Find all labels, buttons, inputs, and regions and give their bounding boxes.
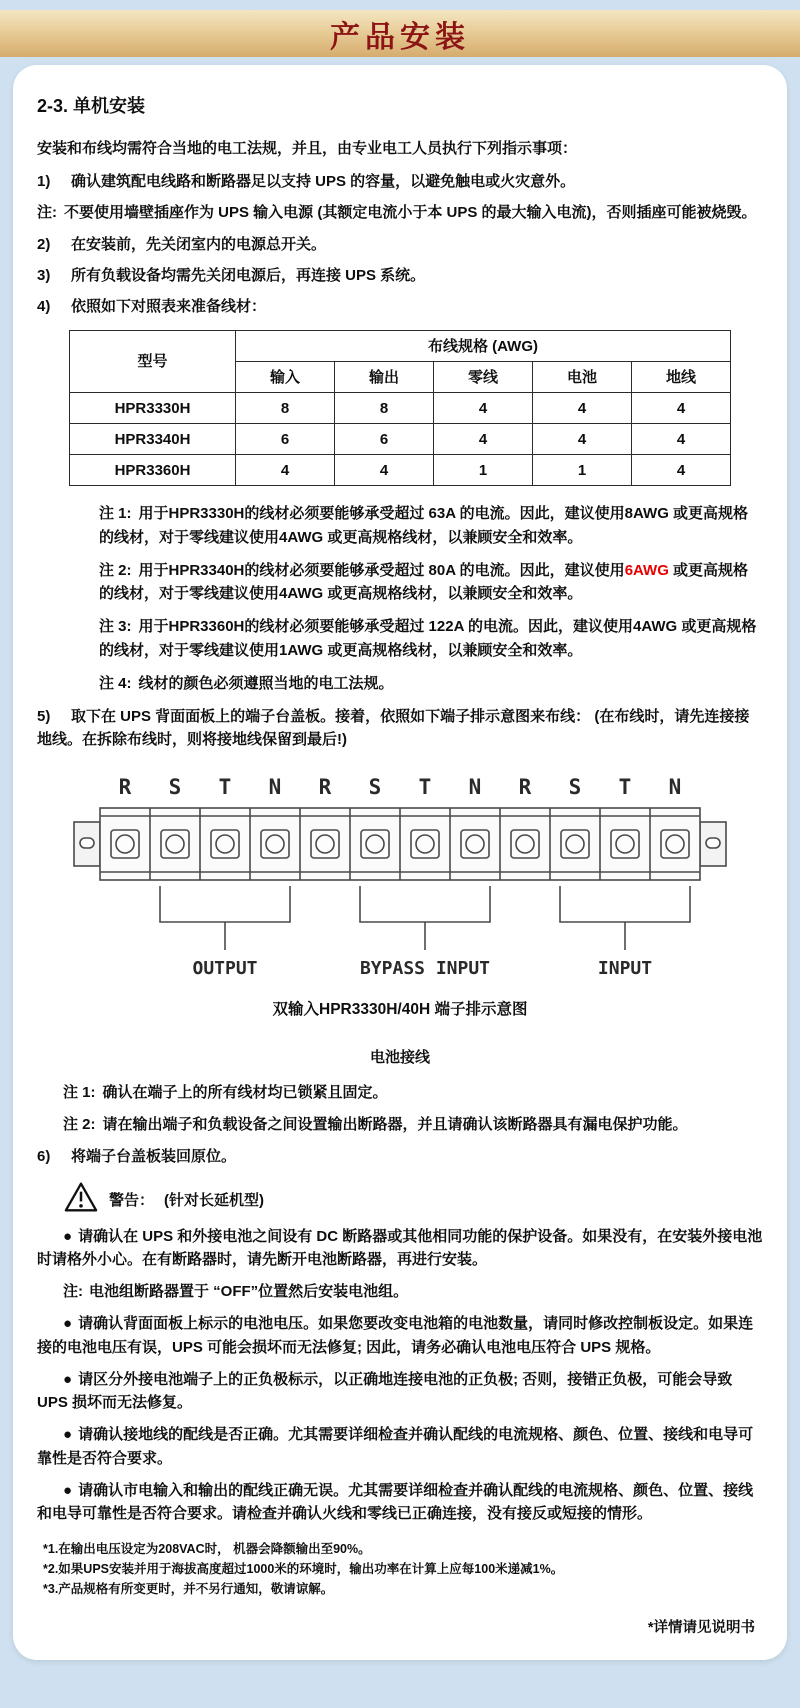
note-label: 注 2: <box>99 561 132 579</box>
note-text: 确认在端子上的所有线材均已锁紧且固定。 <box>102 1083 388 1101</box>
spec-cell: 6 <box>236 424 335 455</box>
warning-item <box>37 1423 763 1470</box>
wall-socket-note <box>37 201 763 224</box>
input-label: INPUT <box>597 957 653 979</box>
warning-triangle-icon <box>63 1181 99 1213</box>
warning-title: 警告： <box>109 1192 155 1210</box>
table-header-group: 布线规格 (AWG) <box>236 331 731 362</box>
step-2 <box>37 233 763 256</box>
step-text: 确认建筑配电线路和断路器足以支持 UPS 的容量，以避免触电或火灾意外。 <box>71 173 576 191</box>
spec-cell: 4 <box>632 455 731 486</box>
manual-reference-note: *详情请见说明书 <box>647 1620 755 1637</box>
step-5 <box>37 705 763 752</box>
bullet-icon: ● <box>63 1481 73 1499</box>
svg-text:T: T <box>618 774 632 799</box>
note-text: 请在输出端子和负载设备之间设置输出断路器，并且请确认该断路器具有漏电保护功能。 <box>102 1116 688 1134</box>
warning-item <box>37 1479 763 1526</box>
step-3 <box>37 264 763 287</box>
intro-text: 安装和布线均需符合当地的电工法规，并且，由专业电工人员执行下列指示事项： <box>37 139 578 157</box>
note-label: 注 3: <box>99 618 132 636</box>
table-row <box>70 455 731 486</box>
group-labels <box>192 958 652 979</box>
note-label: 注 2: <box>63 1116 96 1134</box>
terminal-diagram <box>60 774 740 986</box>
model-cell: HPR3340H <box>70 424 236 455</box>
note-label: 注: <box>37 204 57 222</box>
svg-text:N: N <box>268 774 282 799</box>
spec-cell: 8 <box>236 393 335 424</box>
awg-note-2 <box>99 559 763 606</box>
spec-cell: 4 <box>632 393 731 424</box>
bullet-icon: ● <box>63 1370 73 1388</box>
svg-text:S: S <box>168 774 182 799</box>
svg-text:T: T <box>418 774 432 799</box>
step-6 <box>37 1145 763 1168</box>
terminal-diagram-wrap <box>60 774 740 986</box>
warning-subtitle: (针对长延机型) <box>164 1192 265 1210</box>
warning-text: 请确认背面面板上标示的电池电压。如果您要改变电池箱的电池数量，请同时修改控制板设定。如果连接的电池电压有误，UPS 可能会损坏而无法修复; 因此，请务必确认电池电压符合 UPS 规格。 <box>37 1315 754 1356</box>
svg-text:N: N <box>468 774 482 799</box>
note-text: 不要使用墙壁插座作为 UPS 输入电源 (其额定电流小于本 UPS 的最大输入电流)，否则插座可能被烧毁。 <box>64 204 757 222</box>
note-text: 用于HPR3340H的线材必须要能够承受超过 80A 的电流。因此，建议使用 <box>138 561 625 579</box>
note-label: 注 1: <box>63 1083 96 1101</box>
footnotes <box>43 1539 763 1599</box>
warning-text: 请确认在 UPS 和外接电池之间设有 DC 断路器或其他相同功能的保护设备。如果没有，在安装外接电池时请格外小心。在有断路器时，请先断开电池断路器，再进行安装。 <box>37 1227 763 1268</box>
step-text: 取下在 UPS 背面面板上的端子台盖板。接着，依照如下端子排示意图来布线： (在布线时，请先连接接地线。在拆除布线时，则将接地线保留到最后!) <box>37 708 750 749</box>
step-4 <box>37 295 763 318</box>
step-text: 将端子台盖板装回原位。 <box>71 1148 237 1166</box>
bullet-icon: ● <box>63 1227 73 1245</box>
step-number: 4) <box>37 298 51 316</box>
output-label: OUTPUT <box>192 957 258 979</box>
step-number: 2) <box>37 235 51 253</box>
table-row <box>70 393 731 424</box>
note-text: 用于HPR3360H的线材必须要能够承受超过 122A 的电流。因此，建议使用4AWG 或更高规格的线材，对于零线建议使用1AWG 或更高规格线材，以兼顾安全和效率。 <box>99 618 757 659</box>
note-label: 注 1: <box>99 505 132 523</box>
spec-cell: 1 <box>533 455 632 486</box>
spec-cell: 4 <box>335 455 434 486</box>
page-title: 产品安装 <box>330 20 470 54</box>
note-highlight: 6AWG <box>624 561 669 579</box>
warning-item <box>37 1312 763 1359</box>
warning-note <box>37 1280 763 1303</box>
svg-text:T: T <box>218 774 232 799</box>
svg-text:R: R <box>118 774 132 799</box>
footnote: *1.在输出电压设定为208VAC时， 机器会降额输出至90%。 <box>43 1542 371 1557</box>
spec-cell: 4 <box>533 424 632 455</box>
bypass-input-label: BYPASS INPUT <box>359 957 491 979</box>
column-header: 输入 <box>236 362 335 393</box>
end-cap-right-slot <box>706 838 720 848</box>
diagram-caption: 双输入HPR3330H/40H 端子排示意图 <box>272 1000 528 1018</box>
warning-item <box>37 1368 763 1415</box>
warning-header <box>63 1181 763 1213</box>
footnote: *3.产品规格有所变更时，并不另行通知，敬请谅解。 <box>43 1582 334 1597</box>
column-header: 输出 <box>335 362 434 393</box>
step-text: 在安装前，先关闭室内的电源总开关。 <box>71 235 327 253</box>
bullet-icon: ● <box>63 1315 73 1333</box>
table-row <box>70 424 731 455</box>
svg-text:R: R <box>518 774 532 799</box>
step-text: 所有负载设备均需先关闭电源后，再连接 UPS 系统。 <box>71 266 426 284</box>
section-title: 2-3. 单机安装 <box>37 96 146 116</box>
battery-wiring-title: 电池接线 <box>369 1048 430 1066</box>
step-number: 3) <box>37 266 51 284</box>
step-1 <box>37 170 763 193</box>
spec-cell: 4 <box>434 424 533 455</box>
note-label: 注: <box>63 1283 83 1301</box>
battery-note-2 <box>63 1113 763 1136</box>
spec-cell: 1 <box>434 455 533 486</box>
warning-text: 请区分外接电池端子上的正负极标示，以正确地连接电池的正负极; 否则，接错正负极，可能会导致 UPS 损坏而无法修复。 <box>37 1370 733 1412</box>
group-brackets <box>160 886 690 950</box>
warning-text: 请确认接地线的配线是否正确。尤其需要详细检查并确认配线的电流规格、颜色、位置、接线和电导可靠性是否符合要求。 <box>37 1426 754 1467</box>
column-header: 零线 <box>434 362 533 393</box>
spec-cell: 4 <box>632 424 731 455</box>
step-number: 6) <box>37 1148 51 1166</box>
table-header-model: 型号 <box>70 331 236 393</box>
note-text: 线材的颜色必须遵照当地的电工法规。 <box>138 674 394 692</box>
awg-note-4 <box>99 672 763 695</box>
warning-item <box>37 1225 763 1272</box>
warning-text: 请确认市电输入和输出的配线正确无误。尤其需要详细检查并确认配线的电流规格、颜色、位置、接线和电导可靠性是否符合要求。请检查并确认火线和零线已正确连接，没有接反或短接的情形。 <box>37 1481 754 1523</box>
step-text: 依照如下对照表来准备线材： <box>71 298 267 316</box>
bullet-icon: ● <box>63 1426 73 1444</box>
note-text: 用于HPR3330H的线材必须要能够承受超过 63A 的电流。因此，建议使用8AWG 或更高规格的线材，对于零线建议使用4AWG 或更高规格线材，以兼顾安全和效率。 <box>99 505 749 546</box>
end-cap-left-slot <box>80 838 94 848</box>
spec-cell: 4 <box>236 455 335 486</box>
column-header: 电池 <box>533 362 632 393</box>
spec-cell: 8 <box>335 393 434 424</box>
battery-note-1 <box>63 1081 763 1104</box>
column-header: 地线 <box>632 362 731 393</box>
svg-text:S: S <box>568 774 582 799</box>
step-number: 5) <box>37 708 51 726</box>
wiring-spec-table <box>69 330 731 486</box>
awg-note-3 <box>99 615 763 662</box>
svg-text:R: R <box>318 774 332 799</box>
spec-cell: 4 <box>434 393 533 424</box>
step-number: 1) <box>37 173 51 191</box>
awg-note-1 <box>99 502 763 549</box>
phase-labels <box>119 775 682 799</box>
warning-text: 电池组断路器置于 “OFF”位置然后安装电池组。 <box>89 1283 409 1301</box>
model-cell: HPR3360H <box>70 455 236 486</box>
svg-text:S: S <box>368 774 382 799</box>
spec-cell: 4 <box>533 393 632 424</box>
svg-text:N: N <box>668 774 682 799</box>
spec-cell: 6 <box>335 424 434 455</box>
page-banner <box>0 10 800 57</box>
footnote: *2.如果UPS安装并用于海拔高度超过1000米的环境时，输出功率在计算上应每100米递减1%。 <box>43 1562 564 1577</box>
table-header-row <box>70 331 731 362</box>
content-card <box>13 65 787 1660</box>
note-label: 注 4: <box>99 674 132 692</box>
model-cell: HPR3330H <box>70 393 236 424</box>
note-text: 或更高规格的线材，对于零线建议使用4AWG 或更高规格线材，以兼顾安全和效率。 <box>99 561 749 603</box>
